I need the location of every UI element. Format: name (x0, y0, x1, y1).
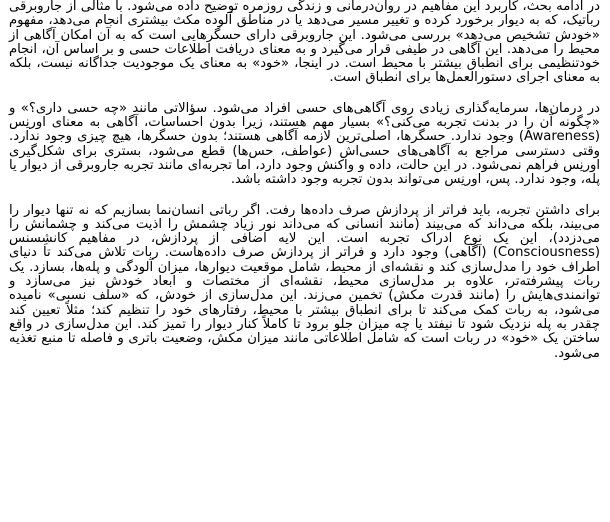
paragraph-3: برای داشتن تجربه، باید فراتر از پردازش صرف داده‌ها رفت. اگر رباتی انسان‌نما بسازیم که نه تنها دیوار را می‌بیند، بلکه می‌داند که می‌بیند (مانند انسانی که می‌داند نور زیاد چشمش را اذیت می‌کند و چشمانش را می‌دزدد)، این یک نوع ادراک تجربه است. این لایه اضافی از پردازش، در مفاهیم کانشِسنس (Consciousness) (آگاهی) وجود دارد و فراتر از پردازش صرف داده‌هاست. ربات تلاش می‌کند تا دنیای اطراف خود را مدل‌سازی کند و نقشه‌ای از محیط، شامل موقعیت دیوارها، میزان آلودگی و پله‌ها، بسازد. یک ربات پیشرفته‌تر، علاوه بر مدل‌سازی محیط، نقشه‌ای از مختصات و ابعاد خودش نیز می‌سازد و توانمندی‌هایش را (مانند قدرت مکش) تخمین می‌زند. این مدل‌سازی از خودش، که «سلف نسبی» نامیده می‌شود، به ربات کمک می‌کند تا برای انطباق بیشتر با محیط، رفتارهای خود را تنظیم کند؛ مثلاً تعیین کند چقدر به پله نزدیک شود تا نیفتد یا چه میزان جلو برود تا کاملاً کنار دیوار را تمیز کند. این مدل‌سازی در واقع ساختن یک «خود» در ربات است که شامل اطلاعاتی مانند میزان مکش، وضعیت باتری و فاصله تا منبع تغذیه می‌شود. (9, 202, 600, 361)
paragraph-2: در درمان‌ها، سرمایه‌گذاری زیادی روی آگاهی‌های حسی افراد می‌شود. سؤالاتی مانند «چه حسی داری؟» و «چگونه آن را در بدنت تجربه می‌کنی؟» بسیار مهم هستند، زیرا بدون احساسات، آگاهی به معنای اورنِس (Awareness) وجود ندارد. حسگرها، اصلی‌ترین لازمه آگاهی هستند؛ بدون حسگرها، هیچ چیزی وجود ندارد. وقتی دسترسی مراجع به آگاهی‌های حسی‌اش (عواطف، حس‌ها) قطع می‌شود، بستری برای شکل‌گیری اورنِس فراهم نمی‌شود. در این حالت، داده و واکنش وجود دارد، اما تجربه‌ای مانند تجربه جاروبرقی از دیوار یا پله، وجود ندارد. پس، اورنِس می‌تواند بدون تجربه وجود داشته باشد. (9, 100, 600, 188)
paragraph-1: در ادامه بحث، کاربرد این مفاهیم در روان‌درمانی و زندگی روزمره توضیح داده می‌شود. با مثالی از جاروبرقی رباتیک، که به دیوار برخورد کرده و تغییر مسیر می‌دهد یا در مناطق آلوده مکث بیشتری انجام می‌دهد، مفهوم «خودش تشخیص می‌دهد» بررسی می‌شود. این جاروبرقی دارای حسگرهایی است که به آن امکان آگاهی از محیط را می‌دهد. این آگاهی در طیفی قرار می‌گیرد و به معنای دریافت اطلاعات حسی و بر اساس آن، انجام خودتنظیمی برای انطباق بیشتر با محیط است. در اینجا، «خود» به معنای یک موجودیت جداگانه نیست، بلکه به معنای اجرای دستورالعمل‌ها برای انطباق است. (9, 0, 600, 86)
paragraph-spacer (9, 86, 600, 102)
paragraph-spacer (9, 188, 600, 204)
